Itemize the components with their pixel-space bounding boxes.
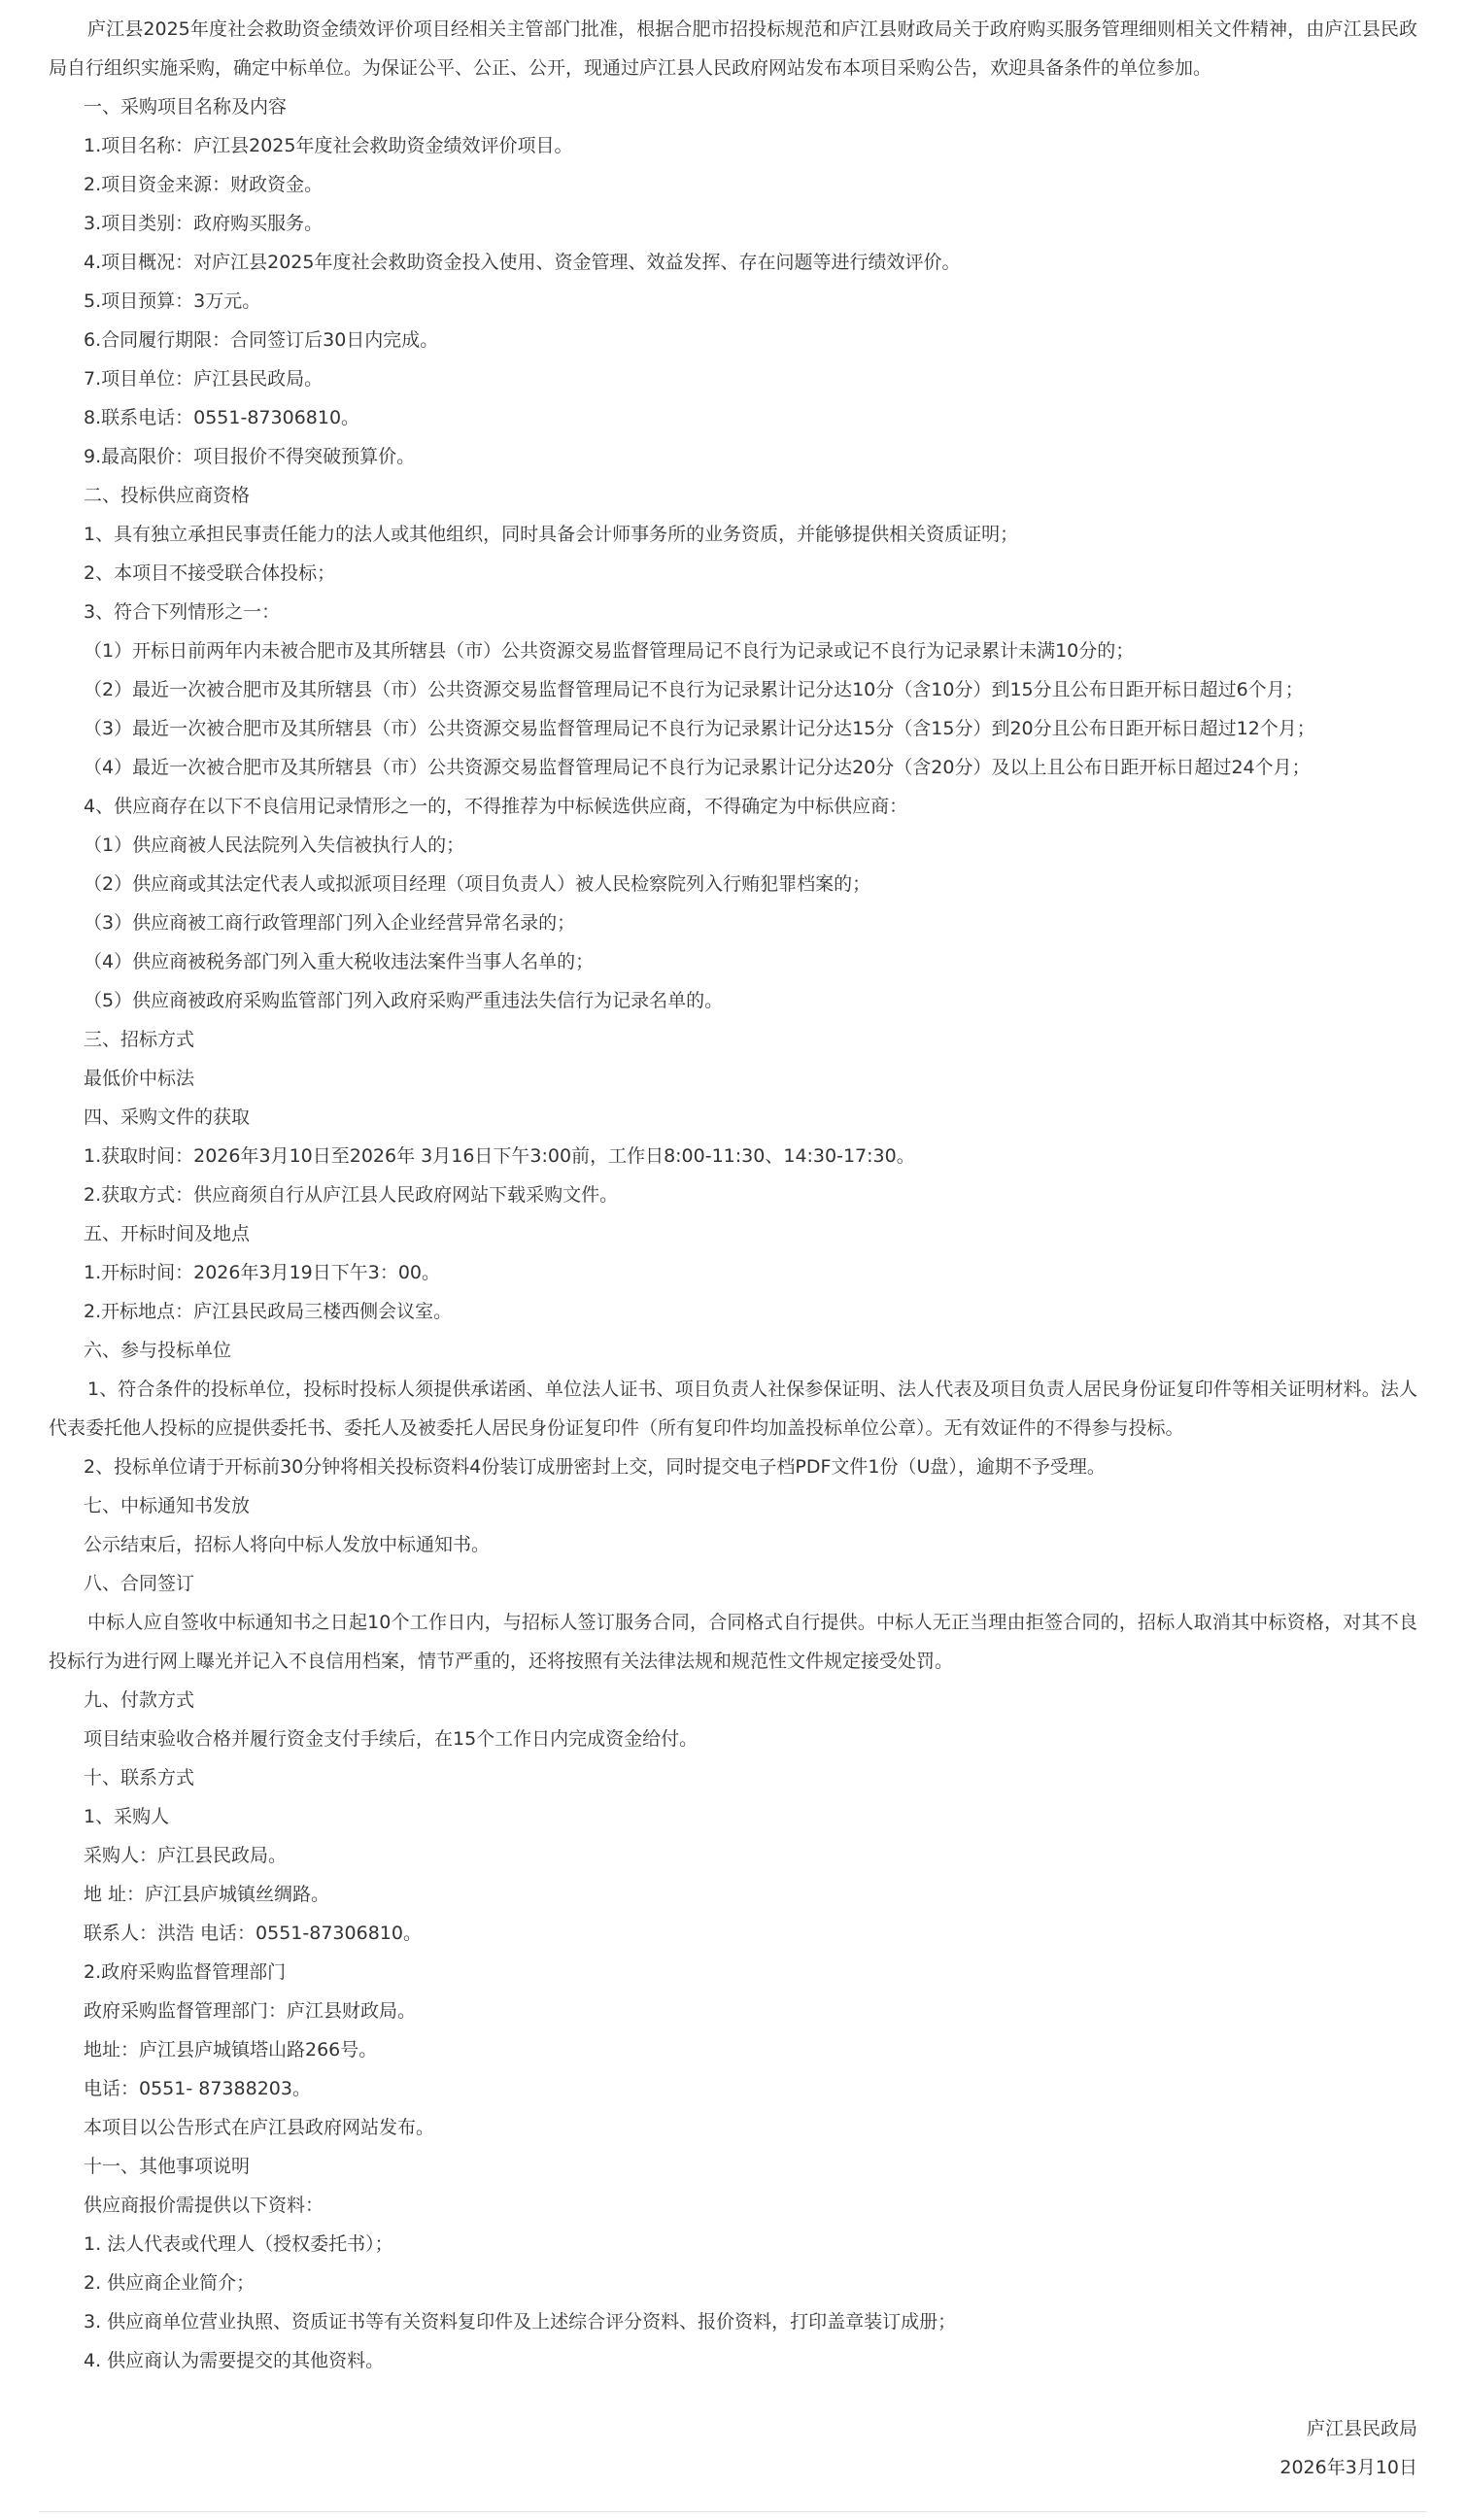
- contract-period: 6.合同履行期限：合同签订后30日内完成。: [84, 329, 439, 351]
- qualification-4-item: （2）供应商或其法定代表人或拟派项目经理（项目负责人）被人民检察院列入行贿犯罪档案的；: [84, 873, 871, 895]
- section-7-title: 七、中标通知书发放: [84, 1495, 251, 1516]
- qualification-4-item: （4）供应商被税务部门列入重大税收违法案件当事人名单的；: [84, 951, 595, 972]
- project-budget: 5.项目预算：3万元。: [84, 290, 261, 312]
- materials-item: 4. 供应商认为需要提交的其他资料。: [84, 2350, 385, 2371]
- signature-org: 庐江县民政局: [1306, 2418, 1417, 2439]
- purchaser-heading: 1、采购人: [84, 1806, 170, 1827]
- section-3-title: 三、招标方式: [84, 1029, 195, 1050]
- qualification-4-item: （1）供应商被人民法院列入失信被执行人的；: [84, 834, 465, 856]
- section-5-title: 五、开标时间及地点: [84, 1223, 251, 1244]
- materials-item: 1. 法人代表或代理人（授权委托书）；: [84, 2233, 393, 2255]
- materials-item: 2. 供应商企业简介；: [84, 2272, 256, 2294]
- supervisor-phone: 电话：0551- 87388203。: [84, 2078, 311, 2099]
- section-11-title: 十一、其他事项说明: [84, 2156, 251, 2177]
- section-1-title: 一、采购项目名称及内容: [84, 96, 288, 118]
- supervisor-address: 地址：庐江县庐城镇塔山路266号。: [84, 2039, 378, 2060]
- contact-phone: 8.联系电话：0551-87306810。: [84, 407, 360, 428]
- opening-time: 1.开标时间：2026年3月19日下午3：00。: [84, 1262, 441, 1283]
- project-unit: 7.项目单位：庐江县民政局。: [84, 368, 324, 390]
- qualification-3-item: （3）最近一次被合肥市及其所辖县（市）公共资源交易监督管理局记不良行为记录累计记分达15分（含15分）到20分且公布日距开标日超过12个月；: [84, 718, 1315, 739]
- bidder-requirements-2: 2、投标单位请于开标前30分钟将相关投标资料4份装订成册密封上交，同时提交电子档PDF文件1份（U盘），逾期不予受理。: [84, 1456, 1106, 1478]
- project-overview: 4.项目概况：对庐江县2025年度社会救助资金投入使用、资金管理、效益发挥、存在问题等进行绩效评价。: [84, 252, 961, 273]
- section-8-title: 八、合同签订: [84, 1573, 195, 1594]
- section-9-title: 九、付款方式: [84, 1689, 195, 1711]
- document-obtain-method: 2.获取方式：供应商须自行从庐江县人民政府网站下载采购文件。: [84, 1184, 619, 1206]
- materials-lead: 供应商报价需提供以下资料：: [84, 2195, 324, 2216]
- qualification-3: 3、符合下列情形之一：: [84, 601, 281, 623]
- contract-signing: 中标人应自签收中标通知书之日起10个工作日内，与招标人签订服务合同，合同格式自行提供。中标人无正当理由拒签合同的，招标人取消其中标资格，对其不良投标行为进行网上曝光并记入不良信用档案，情节严重的，还将按照有关法律法规和规范性文件规定接受处罚。: [49, 1612, 1417, 1672]
- qualification-3-item: （4）最近一次被合肥市及其所辖县（市）公共资源交易监督管理局记不良行为记录累计记分达20分（含20分）及以上且公布日距开标日超过24个月；: [84, 757, 1311, 778]
- purchaser-name: 采购人：庐江县民政局。: [84, 1845, 288, 1866]
- notice-issuance: 公示结束后，招标人将向中标人发放中标通知书。: [84, 1534, 491, 1555]
- purchaser-contact: 联系人：洪浩 电话：0551-87306810。: [84, 1923, 422, 1944]
- signature-date: 2026年3月10日: [1279, 2457, 1417, 2478]
- document-obtain-time: 1.获取时间：2026年3月10日至2026年 3月16日下午3:00前，工作日8:00-11:30、14:30-17:30。: [84, 1145, 915, 1167]
- qualification-3-item: （1）开标日前两年内未被合肥市及其所辖县（市）公共资源交易监督管理局记不良行为记录或记不良行为记录累计未满10分的；: [84, 640, 1135, 662]
- bidding-method: 最低价中标法: [84, 1068, 195, 1089]
- opening-place: 2.开标地点：庐江县民政局三楼西侧会议室。: [84, 1301, 453, 1322]
- payment-method: 项目结束验收合格并履行资金支付手续后，在15个工作日内完成资金给付。: [84, 1728, 699, 1750]
- qualification-3-item: （2）最近一次被合肥市及其所辖县（市）公共资源交易监督管理局记不良行为记录累计记分达10分（含10分）到15分且公布日距开标日超过6个月；: [84, 679, 1304, 700]
- project-name: 1.项目名称：庐江县2025年度社会救助资金绩效评价项目。: [84, 135, 573, 156]
- materials-item: 3. 供应商单位营业执照、资质证书等有关资料复印件及上述综合评分资料、报价资料，打印盖章装订成册；: [84, 2311, 957, 2333]
- section-2-title: 二、投标供应商资格: [84, 485, 251, 506]
- project-category: 3.项目类别：政府购买服务。: [84, 213, 324, 234]
- section-10-title: 十、联系方式: [84, 1767, 195, 1788]
- purchaser-address: 地 址：庐江县庐城镇丝绸路。: [84, 1884, 330, 1905]
- bottom-divider: [39, 2511, 1427, 2512]
- qualification-4: 4、供应商存在以下不良信用记录情形之一的，不得推荐为中标候选供应商，不得确定为中标供应商：: [84, 796, 908, 817]
- supervisor-heading: 2.政府采购监督管理部门: [84, 1961, 287, 1983]
- supervisor-dept: 政府采购监督管理部门：庐江县财政局。: [84, 2000, 417, 2022]
- section-6-title: 六、参与投标单位: [84, 1340, 232, 1361]
- fund-source: 2.项目资金来源：财政资金。: [84, 174, 324, 195]
- qualification-4-item: （5）供应商被政府采购监管部门列入政府采购严重违法失信行为记录名单的。: [84, 990, 724, 1011]
- intro-paragraph: 庐江县2025年度社会救助资金绩效评价项目经相关主管部门批准，根据合肥市招投标规范和庐江县财政局关于政府购买服务管理细则相关文件精神，由庐江县民政局自行组织实施采购，确定中标单位。为保证公平、公正、公开，现通过庐江县人民政府网站发布本项目采购公告，欢迎具备条件的单位参加。: [49, 18, 1417, 79]
- publication-note: 本项目以公告形式在庐江县政府网站发布。: [84, 2117, 435, 2138]
- max-price: 9.最高限价：项目报价不得突破预算价。: [84, 446, 416, 467]
- qualification-1: 1、具有独立承担民事责任能力的法人或其他组织，同时具备会计师事务所的业务资质，并能够提供相关资质证明；: [84, 524, 1019, 545]
- bidder-requirements-1: 1、符合条件的投标单位，投标时投标人须提供承诺函、单位法人证书、项目负责人社保参保证明、法人代表及项目负责人居民身份证复印件等相关证明材料。法人代表委托他人投标的应提供委托书、委托人及被委托人居民身份证复印件（所有复印件均加盖投标单位公章）。无有效证件的不得参与投标。: [49, 1379, 1417, 1439]
- section-4-title: 四、采购文件的获取: [84, 1107, 251, 1128]
- qualification-2: 2、本项目不接受联合体投标；: [84, 562, 336, 584]
- qualification-4-item: （3）供应商被工商行政管理部门列入企业经营异常名录的；: [84, 912, 576, 934]
